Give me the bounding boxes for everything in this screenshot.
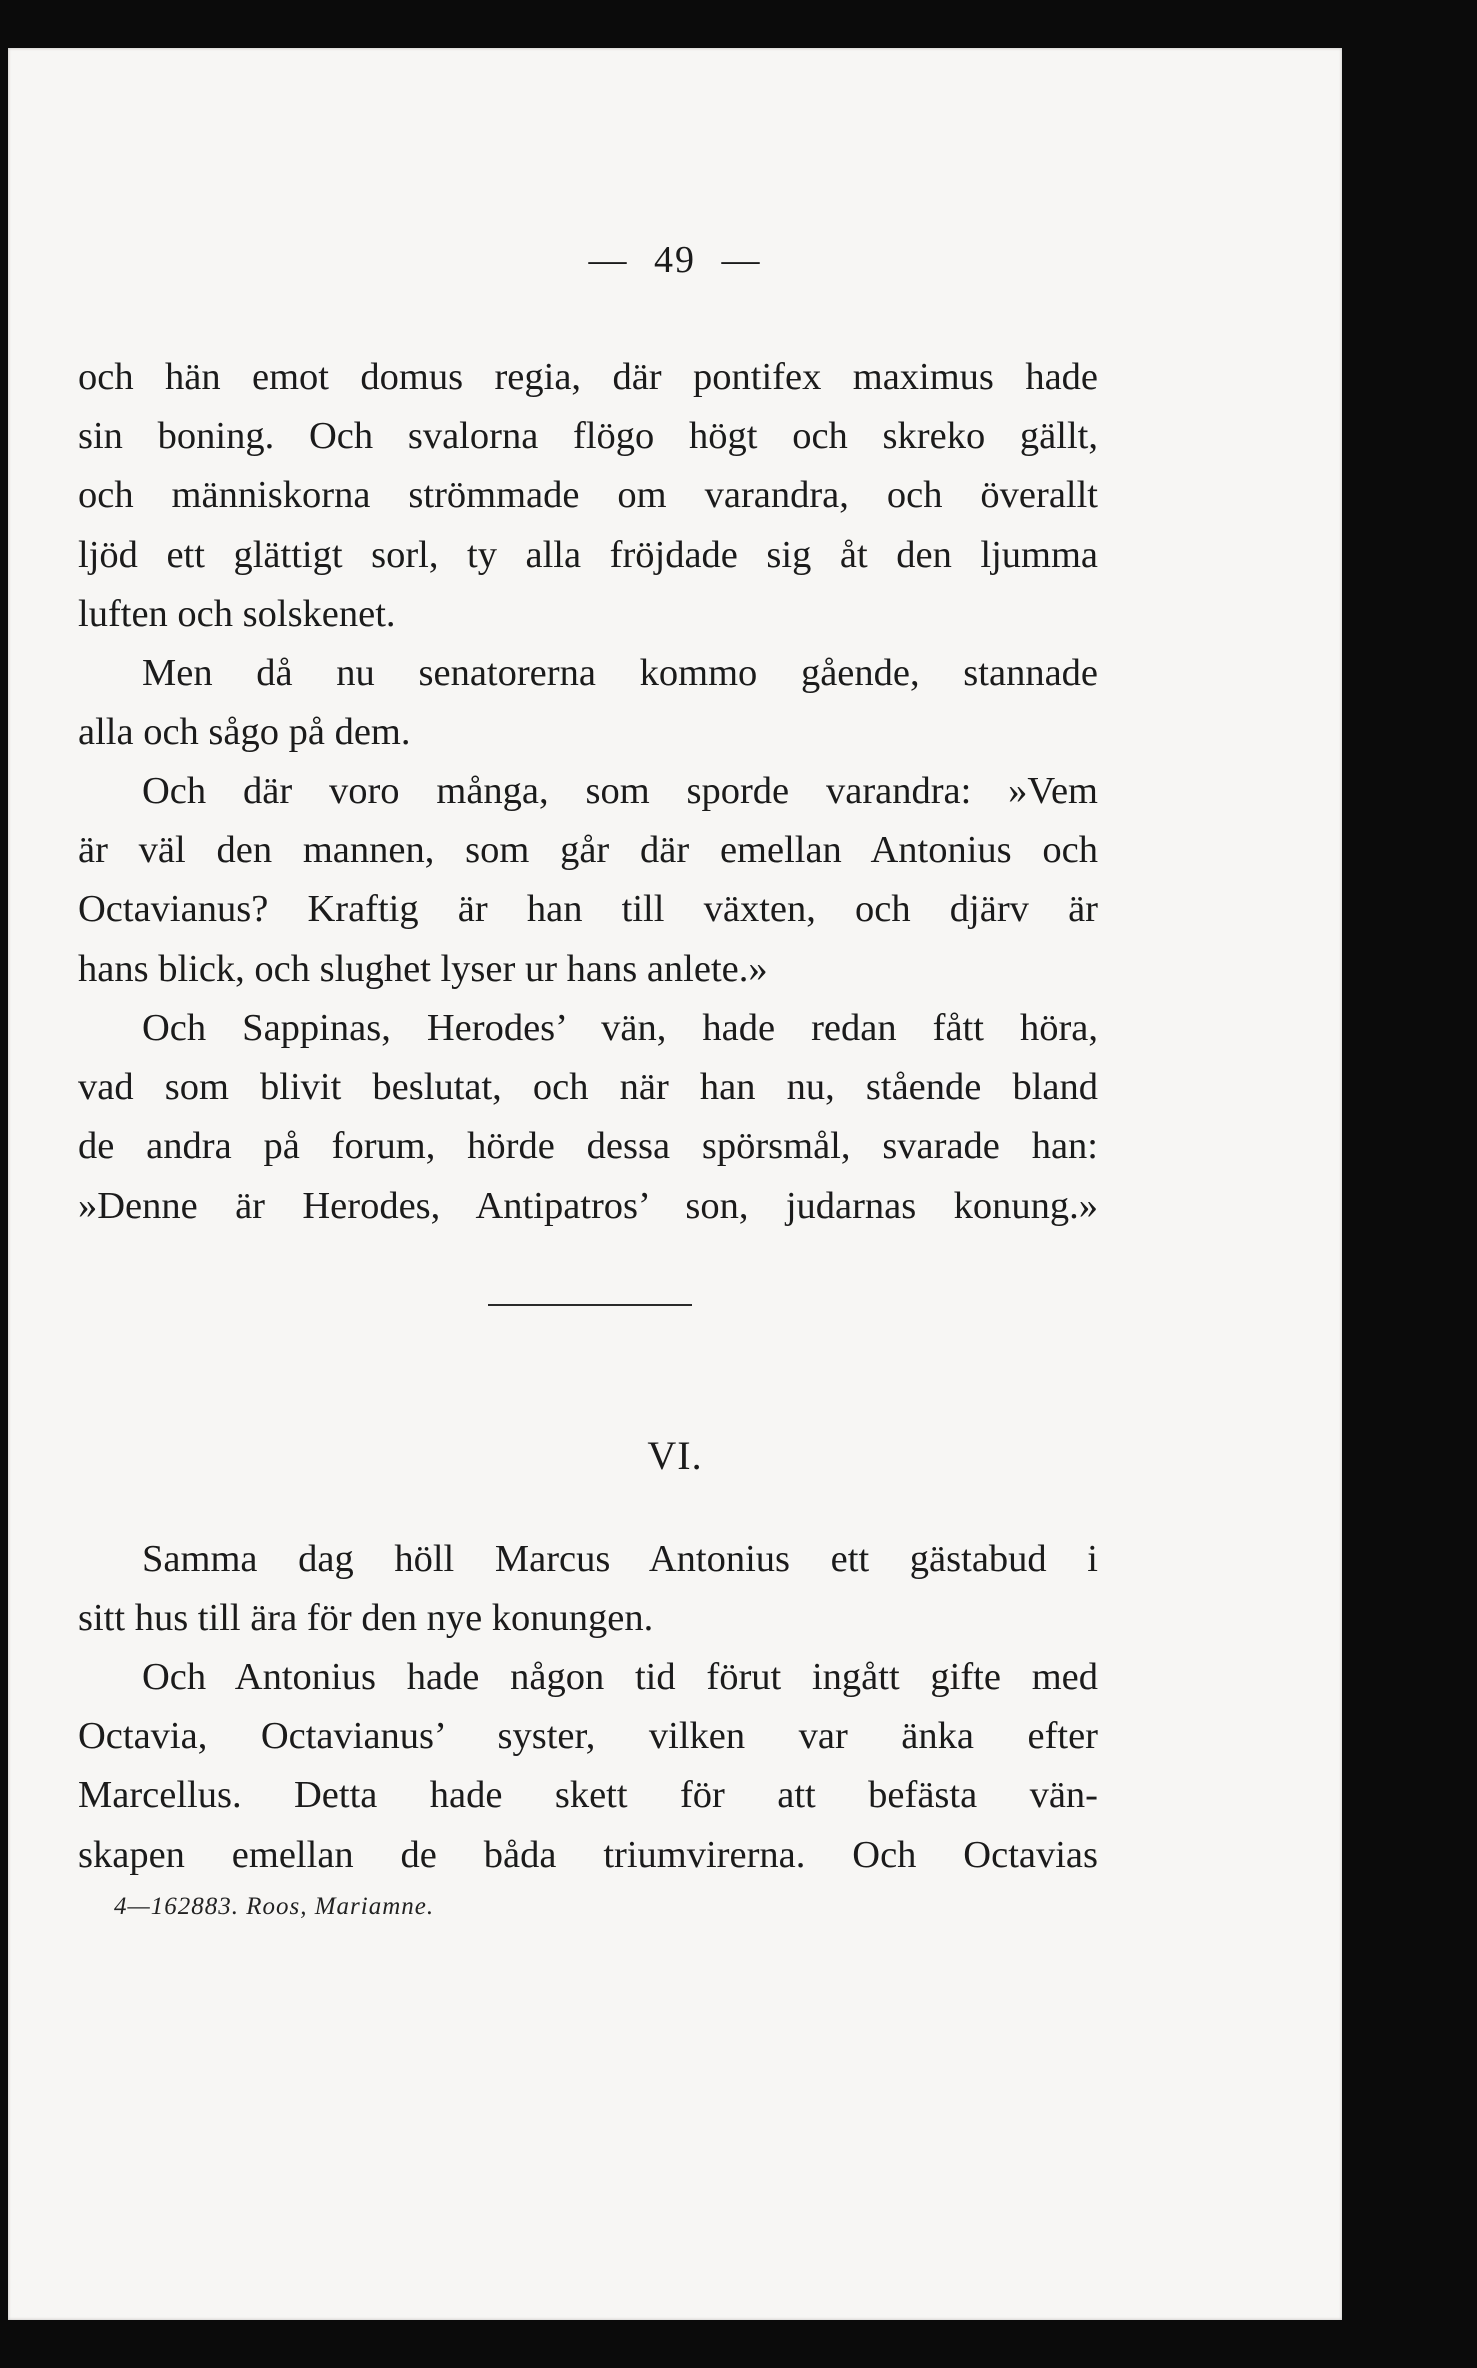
paragraph bbox=[78, 348, 1098, 644]
text-line: är väl den mannen, som går där emellan Antonius och bbox=[78, 829, 1098, 872]
text-line: Men då nu senatorerna kommo gående, stannade bbox=[142, 652, 1098, 694]
text-line: hans blick, och slughet lyser ur hans anlete.» bbox=[78, 947, 768, 990]
paragraph bbox=[78, 644, 1098, 762]
section-divider bbox=[488, 1304, 692, 1306]
paragraph bbox=[78, 1648, 1098, 1885]
text-line: Samma dag höll Marcus Antonius ett gästabud i bbox=[142, 1538, 1098, 1580]
printer-signature: 4—162883. Roos, Mariamne. bbox=[114, 1893, 435, 1920]
paragraph bbox=[78, 999, 1098, 1236]
chapter-heading: VI. bbox=[647, 1433, 703, 1478]
text-line: skapen emellan de båda triumvirerna. Och Octavias bbox=[78, 1833, 1098, 1876]
text-line: alla och sågo på dem. bbox=[78, 711, 411, 754]
text-line: ljöd ett glättigt sorl, ty alla fröjdade sig åt den ljumma bbox=[78, 533, 1098, 576]
text-line: vad som blivit beslutat, och när han nu, stående bland bbox=[78, 1066, 1098, 1109]
paragraph bbox=[78, 1530, 1098, 1648]
text-line: sitt hus till ära för den nye konungen. bbox=[78, 1597, 654, 1640]
text-line: »Denne är Herodes, Antipatros’ son, judarnas konung.» bbox=[78, 1184, 1098, 1227]
text-line: Octavia, Octavianus’ syster, vilken var änka efter bbox=[78, 1715, 1098, 1758]
page-number: — 49 — bbox=[588, 239, 762, 281]
text-line: sin boning. Och svalorna flögo högt och skreko gällt, bbox=[78, 415, 1098, 458]
text-line: och hän emot domus regia, där pontifex maximus hade bbox=[78, 356, 1098, 398]
text-line: Och där voro många, som sporde varandra: »Vem bbox=[142, 770, 1098, 812]
text-line: Marcellus. Detta hade skett för att befästa vän- bbox=[78, 1774, 1098, 1817]
book-page bbox=[8, 48, 1342, 2320]
text-line: Octavianus? Kraftig är han till växten, och djärv är bbox=[78, 888, 1098, 931]
text-line: Och Sappinas, Herodes’ vän, hade redan fått höra, bbox=[142, 1007, 1098, 1049]
text-line: Och Antonius hade någon tid förut ingått gifte med bbox=[142, 1656, 1098, 1698]
paragraph bbox=[78, 762, 1098, 999]
text-line: luften och solskenet. bbox=[78, 592, 396, 635]
text-line: de andra på forum, hörde dessa spörsmål, svarade han: bbox=[78, 1125, 1098, 1168]
text-line: och människorna strömmade om varandra, och överallt bbox=[78, 474, 1098, 517]
